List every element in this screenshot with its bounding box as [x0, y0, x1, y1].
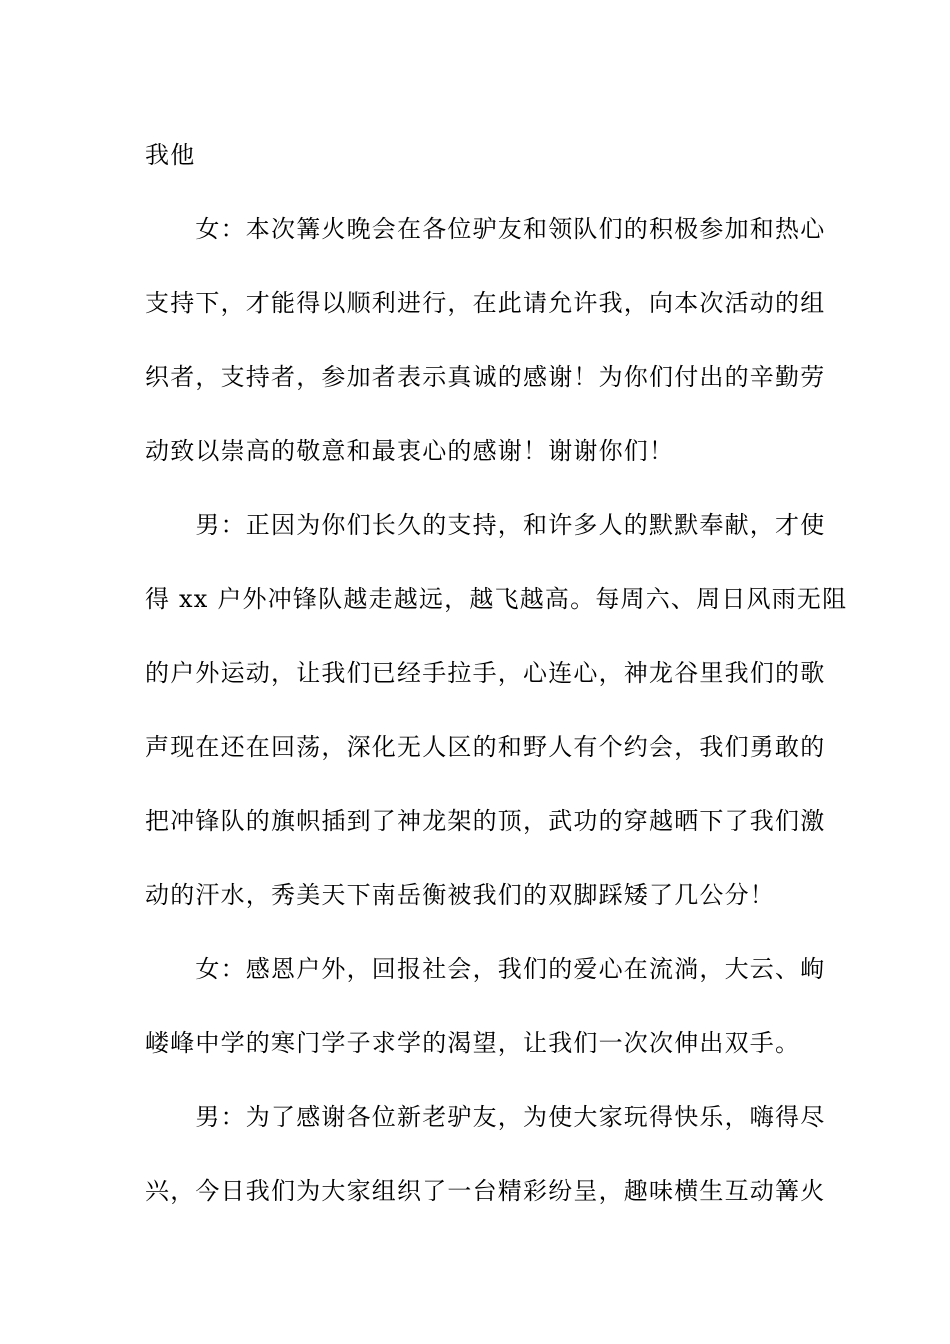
text-line: 男：正因为你们长久的支持，和许多人的默默奉献，才使: [145, 511, 826, 539]
text-line: 我他: [145, 141, 196, 169]
text-line: 女：感恩户外，回报社会，我们的爱心在流淌，大云、岣: [145, 955, 826, 983]
text-line: 动致以崇高的敬意和最衷心的感谢！谢谢你们！: [145, 437, 675, 465]
text-line: 的户外运动，让我们已经手拉手，心连心，神龙谷里我们的歌: [145, 659, 826, 687]
text-line: 男：为了感谢各位新老驴友，为使大家玩得快乐，嗨得尽: [145, 1103, 826, 1131]
text-line: 支持下，才能得以顺利进行，在此请允许我，向本次活动的组: [145, 289, 826, 317]
text-line: 兴，今日我们为大家组织了一台精彩纷呈，趣味横生互动篝火: [145, 1177, 826, 1205]
text-line: 女：本次篝火晚会在各位驴友和领队们的积极参加和热心: [145, 215, 826, 243]
text-line: 嵝峰中学的寒门学子求学的渴望，让我们一次次伸出双手。: [145, 1029, 801, 1057]
text-line: 动的汗水，秀美天下南岳衡被我们的双脚踩矮了几公分！: [145, 881, 775, 909]
text-line: 得 xx 户外冲锋队越走越远，越飞越高。每周六、周日风雨无阻: [145, 585, 848, 613]
text-line: 声现在还在回荡，深化无人区的和野人有个约会，我们勇敢的: [145, 733, 826, 761]
text-line: 把冲锋队的旗帜插到了神龙架的顶，武功的穿越晒下了我们激: [145, 807, 826, 835]
text-line: 织者，支持者，参加者表示真诚的感谢！为你们付出的辛勤劳: [145, 363, 826, 391]
